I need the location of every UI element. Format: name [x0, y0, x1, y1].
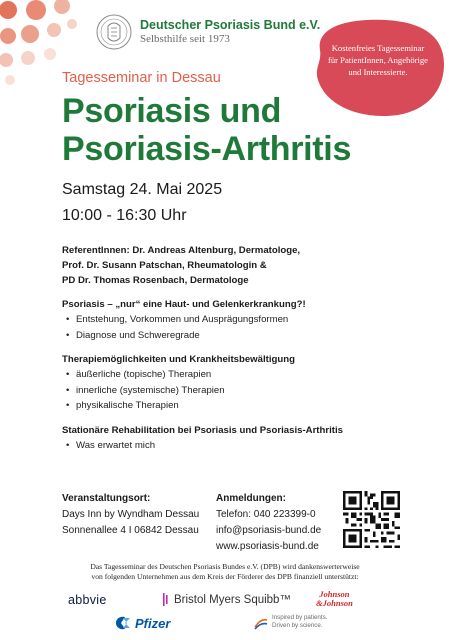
event-title: Psoriasis und Psoriasis-Arthritis — [62, 92, 352, 168]
novartis-logo — [254, 614, 327, 630]
badge-text: Kostenfreies Tagesseminar für PatientInnen, Angehörige und Interessierte. — [328, 43, 428, 77]
abbvie-logo: abbvie — [68, 593, 107, 607]
event-date: Samstag 24. Mai 2025 — [62, 181, 223, 198]
program — [62, 243, 392, 453]
section-title: Psoriasis – „nur“ eine Haut- und Gelenkerkrankung?! — [62, 299, 306, 310]
bms-text: Bristol Myers Squibb™ — [174, 593, 291, 606]
list-item: • innerliche (systemische) Therapien — [62, 383, 392, 399]
org-logo — [96, 14, 320, 50]
seal-icon — [96, 14, 132, 50]
novartis-tagline: Inspired by patients. Driven by science. — [272, 614, 328, 629]
section-title: Stationäre Rehabilitation bei Psoriasis und Psoriasis-Arthritis — [62, 424, 343, 436]
section-rehab — [62, 423, 392, 454]
list-item: • äußerliche (topische) Therapien — [62, 367, 392, 383]
venue-label: Veranstaltungsort: — [62, 493, 151, 504]
website-link[interactable]: www.psoriasis-bund.de — [216, 541, 319, 552]
pfizer-icon — [114, 614, 132, 632]
section-psoriasis — [62, 297, 392, 343]
bms-logo — [162, 593, 291, 606]
list-item: • Was erwartet mich — [62, 438, 392, 454]
pfizer-text: Pfizer — [135, 615, 171, 631]
pfizer-logo — [114, 614, 170, 632]
registration-label: Anmeldungen: — [216, 493, 286, 504]
venue-line: Days Inn by Wyndham Dessau — [62, 509, 200, 520]
phone-text: Telefon: 040 223399-0 — [216, 509, 316, 520]
venue-line: Sonnenallee 4 I 06842 Dessau — [62, 525, 199, 536]
list-item: • physikalische Therapien — [62, 398, 392, 414]
registration-block — [216, 491, 321, 555]
event-subtitle: Tagesseminar in Dessau — [62, 70, 221, 86]
sponsor-note: Das Tagesseminar des Deutschen Psoriasis Bundes e.V. (DPB) wird dankenswerterweise von folgenden Unternehmen aus dem Kreis der Förderer des DPB finanziell unterstützt: — [90, 562, 360, 581]
bms-icon — [162, 593, 170, 606]
list-item: • Diagnose und Schweregrade — [62, 328, 392, 344]
list-item: • Entstehung, Vorkommen und Ausprägungsformen — [62, 312, 392, 328]
novartis-icon — [254, 614, 268, 630]
venue-block — [62, 491, 199, 539]
event-time: 10:00 - 16:30 Uhr — [62, 207, 187, 224]
org-tagline: Selbsthilfe seit 1973 — [140, 33, 230, 45]
org-name: Deutscher Psoriasis Bund e.V. — [140, 18, 321, 32]
section-therapy — [62, 352, 392, 414]
jnj-logo: Johnson &Johnson — [316, 589, 353, 608]
section-title: Therapiemöglichkeiten und Krankheitsbewältigung — [62, 354, 295, 365]
qr-code[interactable] — [343, 491, 400, 548]
speakers: ReferentInnen: Dr. Andreas Altenburg, Dermatologe, Prof. Dr. Susann Patschan, Rheumatologin & PD Dr. Thomas Rosenbach, Dermatologe — [62, 245, 301, 286]
email-link[interactable]: info@psoriasis-bund.de — [216, 525, 322, 536]
